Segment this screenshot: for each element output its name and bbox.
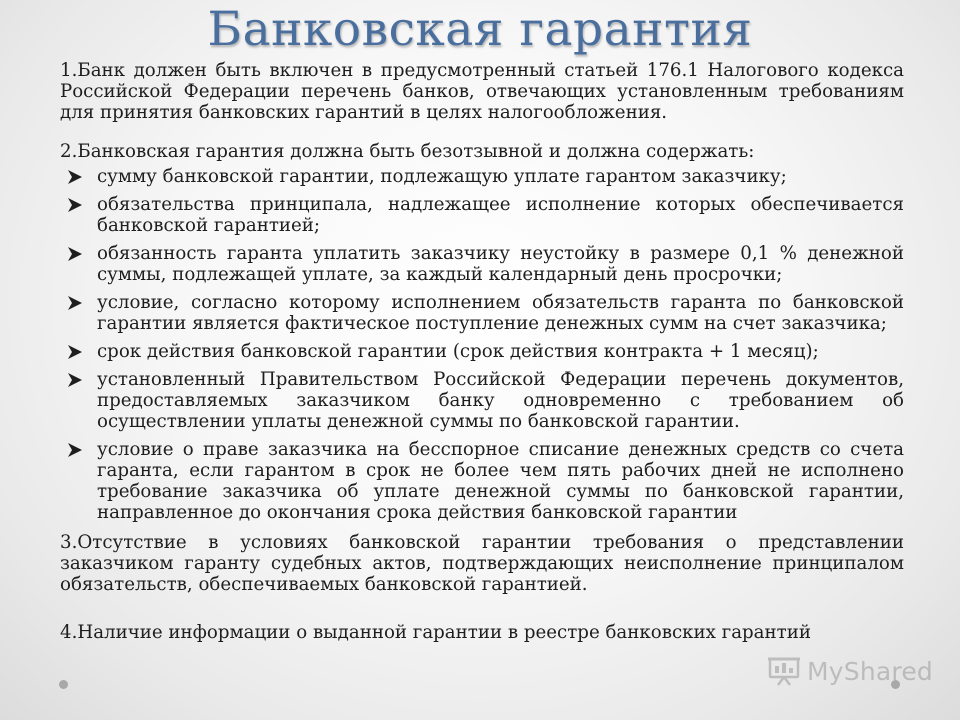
presentation-board-icon (767, 656, 801, 686)
list-item-text: обязанность гаранта уплатить заказчику неустойку в размере 0,1 % денежной суммы, подлежащей уплате, за каждый календарный день просрочки; (97, 243, 904, 285)
arrowhead-bullet-icon (67, 295, 83, 311)
list-item (60, 292, 904, 334)
slide-decoration-dot-left (59, 680, 68, 689)
paragraph-3: 3.Отсутствие в условиях банковской гарантии требования о представлении заказчиком гаранту судебных актов, подтверждающих неисполнение принципалом обязательств, обеспечиваемых банковской гарантией. (60, 532, 904, 595)
slide-body (60, 60, 904, 643)
paragraph-1: 1.Банк должен быть включен в предусмотренный статьей 176.1 Налогового кодекса Российской Федерации перечень банков, отвечающих установленным требованиям для принятия банковских гарантий в целях налогообложения. (60, 60, 904, 123)
arrowhead-bullet-icon (67, 372, 83, 388)
list-item (60, 194, 904, 236)
list-item-text: условие о праве заказчика на бесспорное списание денежных средств со счета гаранта, если гарантом в срок не более чем пять рабочих дней не исполнено требование заказчика об уплате денежной суммы по банковской гарантии, направленное до окончания срока действия банковской гарантии (97, 439, 904, 523)
list-item-text: условие, согласно которому исполнением обязательств гаранта по банковской гарантии является фактическое поступление денежных сумм на счет заказчика; (97, 292, 904, 334)
requirements-list (60, 166, 904, 523)
arrowhead-bullet-icon (67, 169, 83, 185)
arrowhead-bullet-icon (67, 246, 83, 262)
arrowhead-bullet-icon (67, 344, 83, 360)
list-item (60, 243, 904, 285)
list-item-text: установленный Правительством Российской Федерации перечень документов, предоставляемых заказчиком банку одновременно с требованием об осуществлении уплаты денежной суммы по банковской гарантии. (97, 369, 904, 432)
list-item (60, 439, 904, 523)
paragraph-2: 2.Банковская гарантия должна быть безотзывной и должна содержать: (60, 141, 755, 162)
watermark-text: MyShared (807, 656, 933, 686)
list-item (60, 369, 904, 432)
paragraph-4: 4.Наличие информации о выданной гарантии в реестре банковских гарантий (60, 622, 811, 643)
arrowhead-bullet-icon (67, 442, 83, 458)
slide-title: Банковская гарантия (207, 2, 753, 57)
list-item-text: срок действия банковской гарантии (срок действия контракта + 1 месяц); (97, 341, 819, 362)
list-item-text: обязательства принципала, надлежащее исполнение которых обеспечивается банковской гарантией; (97, 194, 904, 236)
list-item (60, 341, 904, 362)
arrowhead-bullet-icon (67, 197, 83, 213)
list-item (60, 166, 904, 187)
list-item-text: сумму банковской гарантии, подлежащую уплате гарантом заказчику; (97, 166, 787, 187)
watermark (767, 654, 933, 688)
